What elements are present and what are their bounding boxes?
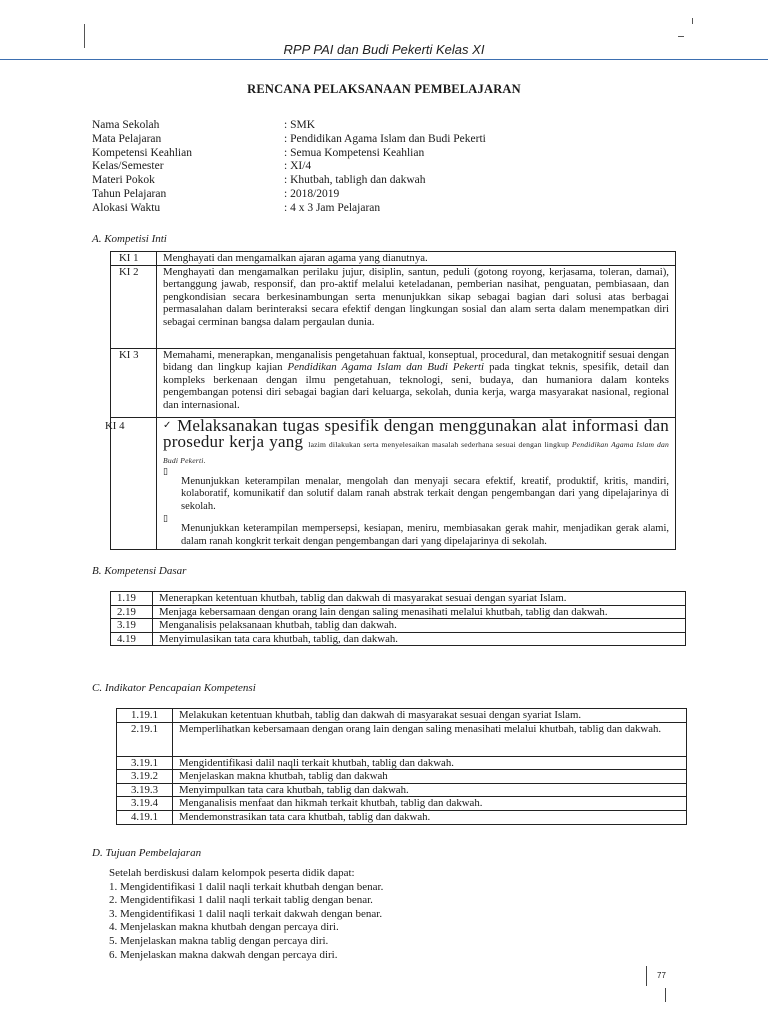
table-row	[111, 265, 676, 348]
ipk-text: Menyimpulkan tata cara khutbah, tablig dan dakwah.	[173, 783, 687, 797]
info-row	[92, 160, 486, 174]
info-label: Tahun Pelajaran	[92, 187, 167, 200]
info-label: Materi Pokok	[92, 174, 155, 187]
list-item: 1. Mengidentifikasi 1 dalil naqli terkait khutbah dengan benar.	[109, 880, 384, 893]
header-right-dash	[678, 36, 684, 37]
ipk-code: 1.19.1	[117, 709, 173, 723]
ki4-point-2: Menunjukkan keterampilan mempersepsi, kesiapan, meniru, membiasakan gerak mahir, menjadikan gerak alami, dalam ranah kongkrit terkait dengan pengembangan dari yang dipelajarinya di sekolah.	[181, 523, 669, 547]
table-row	[111, 252, 676, 266]
list-item: 5. Menjelaskan makna tablig dengan percaya diri.	[109, 934, 329, 947]
ipk-text: Mendemonstrasikan tata cara khutbah, tablig dan dakwah.	[173, 810, 687, 824]
ki4-heading	[163, 415, 669, 466]
ki-code: KI 1	[111, 252, 157, 266]
ipk-code: 3.19.3	[117, 783, 173, 797]
ipk-code: 3.19.1	[117, 756, 173, 770]
table-row	[117, 797, 687, 811]
ipk-text: Mengidentifikasi dalil naqli terkait khutbah, tablig dan dakwah.	[173, 756, 687, 770]
info-value: : Semua Kompetensi Keahlian	[284, 146, 425, 159]
info-row	[92, 133, 486, 147]
list-item: 3. Mengidentifikasi 1 dalil naqli terkait dakwah dengan benar.	[109, 907, 383, 920]
ki3-text-a: Memahami, menerapkan, menganalisis pengetahuan faktual, konseptual, procedural, dan metakognitif sesuai dengan bidang dan lingkup kajian	[163, 348, 669, 374]
ki4-point-1: Menunjukkan keterampilan menalar, mengolah dan menyaji secara efektif, kreatif, produktif, kritis, mandiri, kolaboratif, komunikatif dan solutif dalam ranah abstrak terkait dengan pengembangan dari yang dipelajarinya di sekolah.	[181, 475, 669, 512]
table-row	[117, 756, 687, 770]
kd-text: Menjaga kebersamaan dengan orang lain dengan saling menasihati melalui khutbah, tablig dan dakwah.	[153, 605, 686, 619]
ipk-code: 3.19.4	[117, 797, 173, 811]
objectives-intro: Setelah berdiskusi dalam kelompok peserta didik dapat:	[109, 867, 355, 879]
table-row	[117, 709, 687, 723]
ipk-text: Memperlihatkan kebersamaan dengan orang lain dengan saling menasihati melalui khutbah, tablig dan dakwah.	[173, 722, 687, 756]
ki-text: Menghayati dan mengamalkan perilaku jujur, disiplin, santun, peduli (gotong royong, kerjasama, toleran, damai), bertanggung jawab, responsif, dan pro-aktif melalui keteladanan, pemberian nasihat, penguatan, pembiasaan, dan pengkondisian secara berkesinambungan serta menunjukkan sikap sebagai bagian dari solusi atas berbagai permasalahan dalam berinteraksi secara efektif dengan lingkungan sosial dan alam serta dalam menempatkan diri sebagai cerminan bangsa dalam pergaulan dunia.	[157, 265, 676, 348]
info-value: : Khutbah, tabligh dan dakwah	[284, 174, 426, 187]
list-item: 4. Menjelaskan makna khutbah dengan percaya diri.	[109, 921, 339, 934]
table-row	[111, 605, 686, 619]
info-label: Nama Sekolah	[92, 119, 160, 131]
ki3-text-italic: Pendidikan Agama Islam dan Budi Pekerti	[287, 361, 485, 374]
section-heading-a: A. Kompetisi Inti	[92, 233, 167, 245]
ipk-text: Menjelaskan makna khutbah, tablig dan dakwah	[173, 770, 687, 784]
ipk-text: Menganalisis menfaat dan hikmah terkait khutbah, tablig dan dakwah.	[173, 797, 687, 811]
info-row	[92, 119, 486, 133]
info-label: Kompetensi Keahlian	[92, 146, 192, 159]
ki-code-cell	[105, 417, 157, 549]
ki-code: KI 2	[111, 265, 157, 348]
kd-text: Menganalisis pelaksanaan khutbah, tablig dan dakwah.	[153, 619, 686, 633]
header-rule	[0, 59, 768, 60]
info-row	[92, 188, 486, 202]
check-icon: ✓	[163, 419, 173, 431]
ki4-small-a: lazim dilakukan serta menyelesaikan masalah sederhana sesuai dengan lingkup	[308, 439, 572, 449]
section-heading-c: C. Indikator Pencapaian Kompetensi	[92, 682, 256, 694]
kd-code: 1.19	[111, 592, 153, 606]
table-row	[117, 770, 687, 784]
footer-left-mark	[646, 966, 647, 986]
identity-info	[92, 119, 486, 216]
ipk-code: 3.19.2	[117, 770, 173, 784]
list-item: 6. Menjelaskan makna dakwah dengan percaya diri.	[109, 948, 338, 961]
kd-text: Menyimulasikan tata cara khutbah, tablig, dan dakwah.	[153, 632, 686, 646]
bullet-icon: ▯	[163, 465, 168, 476]
kd-code: 3.19	[111, 619, 153, 633]
ipk-text: Melakukan ketentuan khutbah, tablig dan dakwah di masyarakat sesuai dengan syariat Islam.	[173, 709, 687, 723]
bullet-icon: ▯	[163, 513, 168, 524]
footer-bottom-mark	[665, 988, 666, 1002]
ki3-text-b: pada tingkat teknis, spesifik, detail dan kompleks berkenaan dengan ilmu pengetahuan, teknologi, seni, budaya, dan humaniora dalam konteks pengembangan potensi diri sebagai bagian dari keluarga, sekolah, dunia kerja, warga masyarakat nasional, regional dan internasional.	[163, 361, 669, 411]
page-number: 77	[657, 971, 666, 980]
ki-code: KI 3	[111, 348, 157, 417]
section-heading-b: B. Kompetensi Dasar	[92, 565, 187, 577]
section-heading-d: D. Tujuan Pembelajaran	[92, 847, 202, 859]
objectives-list	[109, 867, 383, 962]
info-value: : XI/4	[284, 160, 312, 173]
ki-text	[157, 417, 676, 549]
ki4-small-italic: Pendidikan Agama Islam dan Budi Pekerti.	[163, 439, 669, 465]
table-row	[117, 722, 687, 756]
info-row	[92, 202, 486, 216]
table-row	[117, 810, 687, 824]
kd-text: Menerapkan ketentuan khutbah, tablig dan dakwah di masyarakat sesuai dengan syariat Islam.	[153, 592, 686, 606]
document-title: RENCANA PELAKSANAAN PEMBELAJARAN	[247, 82, 521, 96]
info-value: : Pendidikan Agama Islam dan Budi Pekerti	[284, 132, 486, 145]
info-value: : 2018/2019	[284, 187, 340, 200]
table-row	[111, 619, 686, 633]
ki-table	[105, 251, 676, 550]
ipk-table	[116, 708, 687, 825]
info-label: Mata Pelajaran	[92, 132, 162, 145]
info-label: Kelas/Semester	[92, 160, 164, 173]
table-row	[111, 592, 686, 606]
table-row	[117, 783, 687, 797]
table-row	[111, 632, 686, 646]
kd-table	[110, 591, 686, 646]
ipk-code: 4.19.1	[117, 810, 173, 824]
info-value: : 4 x 3 Jam Pelajaran	[284, 201, 381, 214]
info-row	[92, 174, 486, 188]
list-item: 2. Mengidentifikasi 1 dalil naqli terkait tablig dengan benar.	[109, 894, 373, 907]
info-label: Alokasi Waktu	[92, 201, 161, 214]
header-right-mark	[692, 18, 693, 24]
ki-text: Menghayati dan mengamalkan ajaran agama yang dianutnya.	[157, 252, 676, 266]
info-value: : SMK	[284, 119, 315, 131]
table-row	[111, 348, 676, 417]
table-row	[111, 417, 676, 549]
ki4-big-text: Melaksanakan tugas spesifik dengan menggunakan alat informasi dan prosedur kerja yang	[163, 415, 669, 451]
kd-code: 4.19	[111, 632, 153, 646]
header-title: RPP PAI dan Budi Pekerti Kelas XI	[283, 42, 485, 57]
info-row	[92, 147, 486, 161]
kd-code: 2.19	[111, 605, 153, 619]
ki-code: KI 4	[105, 419, 125, 432]
ipk-code: 2.19.1	[117, 722, 173, 756]
ki-text	[157, 348, 676, 417]
